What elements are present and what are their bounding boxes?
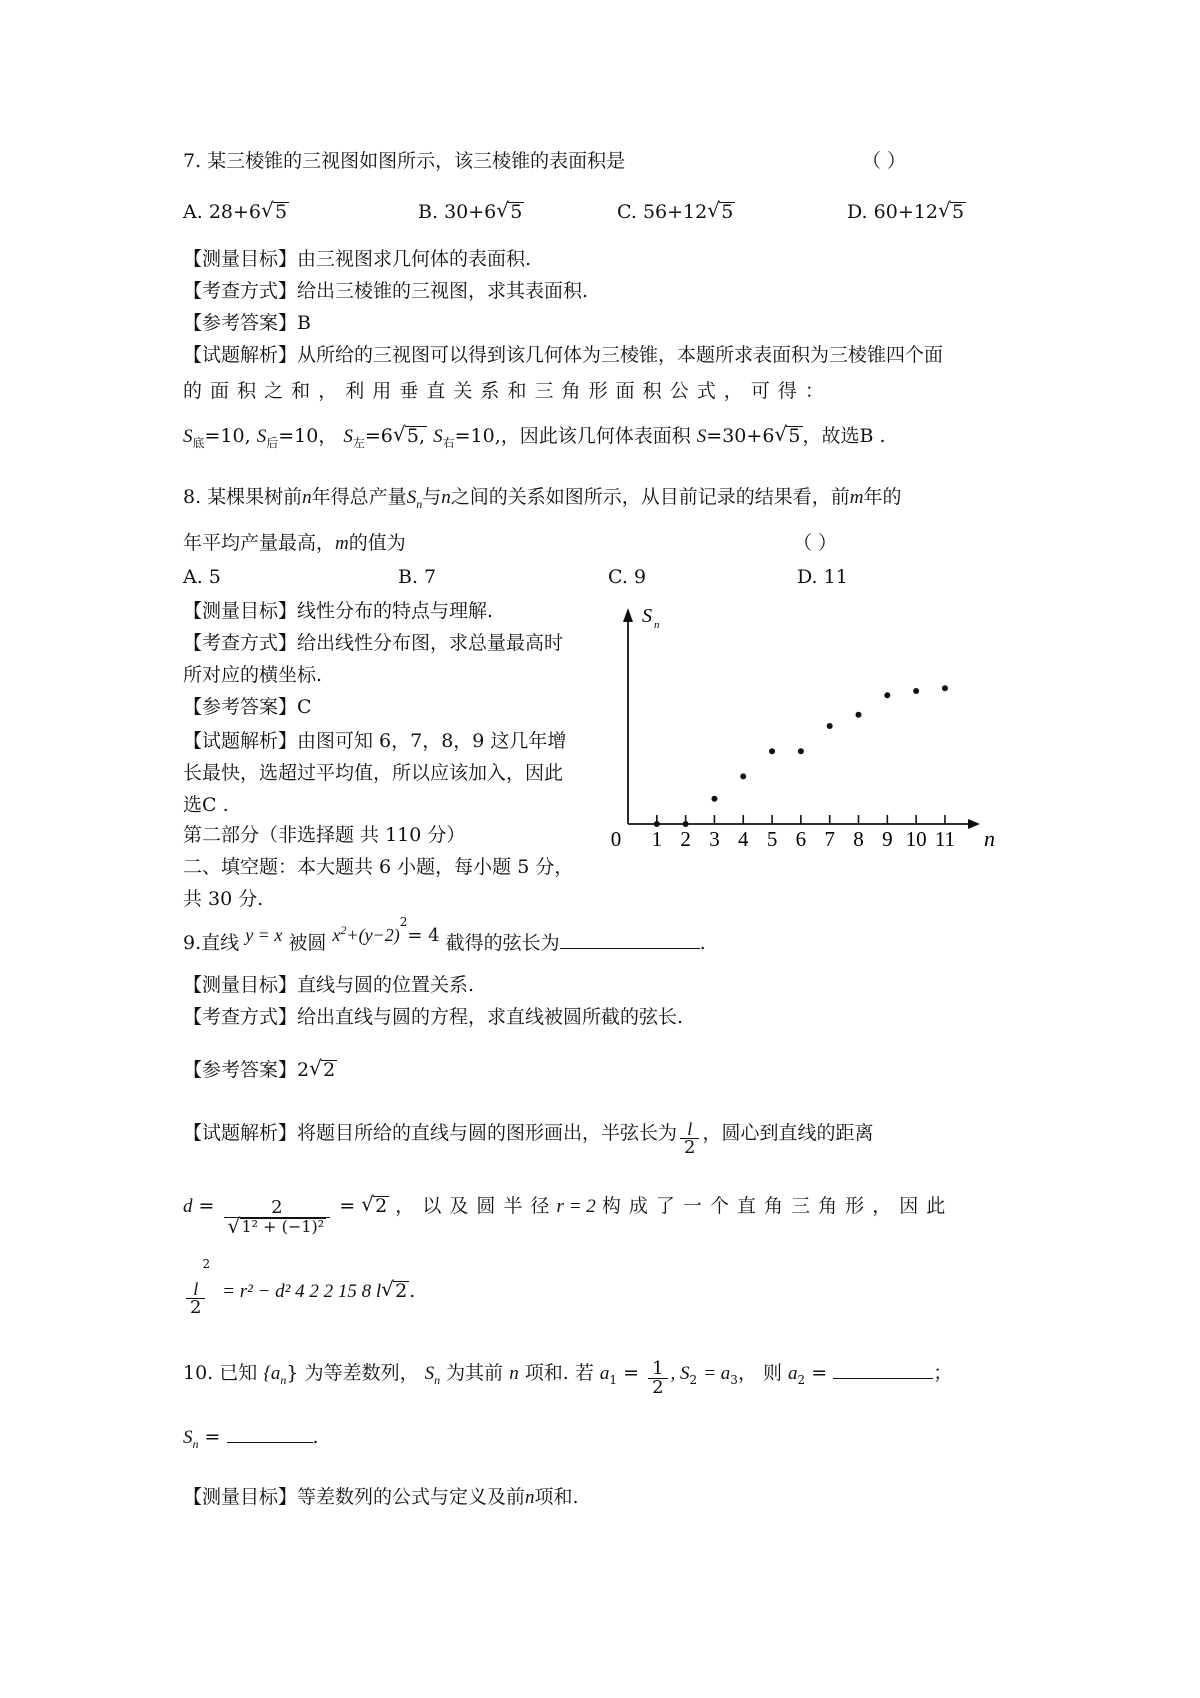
q10-goal: 【测量目标】等差数列的公式与定义及前n项和. [183,1486,579,1508]
q7-stem: 7. 某三棱锥的三视图如图所示，该三棱锥的表面积是 [183,150,626,172]
x-tick-label: 1 [651,827,663,851]
q8-analysis-line2: 长最快，选超过平均值，所以应该加入，因此 [183,762,564,784]
q10-sn: $S_n$ = . [183,1426,319,1451]
y-axis-arrow [623,608,633,622]
yield-scatter-chart [610,598,1040,868]
q9-goal: 【测量目标】直线与圆的位置关系. [183,974,475,996]
q9-stem: 9.直线 y = x 被圆 $x^2+(y-2)^2= 4$ 截得的弦长为 . [183,914,706,954]
q10-stem: 10. 已知 $\{a_n\}$ 为等差数列， $S_n$ 为其前 n 项和. 若 $a_1$ = $\frac{1}{2}$ , $S_2 = a_3$， 则 $a_2$ = ； [183,1358,953,1398]
q7-answer-paren: （ ） [862,150,907,172]
q8-method-line2: 所对应的横坐标. [183,664,323,686]
q7-analysis-line1: 【试题解析】从所给的三视图可以得到该几何体为三棱锥，本题所求表面积为三棱锥四个面 [183,344,944,366]
data-point [769,748,775,754]
x-axis-label: n [984,826,995,851]
x-tick-label: 9 [882,827,893,851]
fill-section-heading-cont: 共 30 分. [183,888,264,910]
x-tick-label: 2 [680,827,691,851]
x-tick-label: 4 [738,827,749,851]
x-tick-label: 5 [766,827,778,851]
q8-analysis-line1: 【试题解析】由图可知 6，7，8，9 这几年增 [183,730,567,752]
q8-option-b: B. 7 [398,566,437,588]
chart-points [654,685,948,827]
x-tick-label: 6 [795,827,807,851]
q7-goal: 【测量目标】由三视图求几何体的表面积. [183,248,532,270]
q7-analysis-line2: 的 面 积 之 和 ， 利 用 垂 直 关 系 和 三 角 形 面 积 公 式 ， 可 得 ： [183,380,825,402]
q8-option-a: A. 5 [183,566,221,588]
q8-option-c: C. 9 [608,566,647,588]
q7-answer: 【参考答案】B [183,312,311,334]
data-point [683,821,689,827]
q8-analysis-line3: 选C . [183,794,229,816]
x-tick-label: 8 [853,827,864,851]
q7-option-d: D. 60+12√ 5 [847,202,966,222]
chart-axes [623,605,995,851]
q8-answer-paren: （ ） [793,532,838,554]
q9-final-formula: $\frac{l}{2}$ $^2$ = r² − d² 4 2 2 15 8 l√ 2 . [183,1280,415,1317]
data-point [654,821,660,827]
data-point [711,796,717,802]
data-point [798,748,804,754]
q7-method: 【考查方式】给出三棱锥的三视图，求其表面积. [183,280,589,302]
q8-option-d: D. 11 [797,566,848,588]
data-point [740,773,746,779]
data-point [856,712,862,718]
x-tick-label: 10 [905,827,927,851]
data-point [827,723,833,729]
x-tick-label: 7 [824,827,835,851]
q8-stem-line2: 年平均产量最高，m的值为 [183,532,406,554]
chart-ticks [611,815,955,851]
q7-option-c: C. 56+12√ 5 [617,202,735,222]
q8-method-line1: 【考查方式】给出线性分布图，求总量最高时 [183,632,564,654]
q9-analysis-line1: 【试题解析】将题目所给的直线与圆的图形画出，半弦长为 $\frac{l}{2}$ ，圆心到直线的距离 [183,1119,874,1158]
q9-method: 【考查方式】给出直线与圆的方程，求直线被圆所截的弦长. [183,1006,684,1028]
q8-answer: 【参考答案】C [183,696,312,718]
fill-section-heading: 二、填空题：本大题共 6 小题，每小题 5 分， [183,856,574,878]
y-axis-label-sub: n [654,619,660,631]
x-tick-label: 11 [934,827,956,851]
q8-stem: 8. 某棵果树前n年得总产量$S_n$与n之间的关系如图所示，从目前记录的结果看，前m年的 [183,486,902,511]
y-axis-label: S [642,605,652,627]
q9-analysis-line2: d = 2 √ 1² + (−1)² = √ 2 ， 以 及 圆 半 径 r = 2 构 成 了 一 个 直 角 三 角 形 ， 因 此 [183,1196,946,1236]
part2-heading: 第二部分（非选择题 共 110 分） [183,824,466,846]
x-tick-label: 0 [610,827,622,851]
q7-formula: $S_底=10$, $S_后=10$， $S_左=6√$ 5, $S_右=10$,，因此该几何体表面积 S=30+6√ 5 ，故选B . [183,426,886,446]
x-axis-arrow [968,819,980,829]
x-tick-label: 3 [709,827,720,851]
data-point [942,685,948,691]
data-point [884,692,890,698]
q7-option-b: B. 30+6√ 5 [418,202,524,222]
q7-option-a: A. 28+6√ 5 [183,202,289,222]
data-point [913,688,919,694]
q9-answer: 【参考答案】2√ 2 [183,1060,337,1080]
q8-goal: 【测量目标】线性分布的特点与理解. [183,600,494,622]
